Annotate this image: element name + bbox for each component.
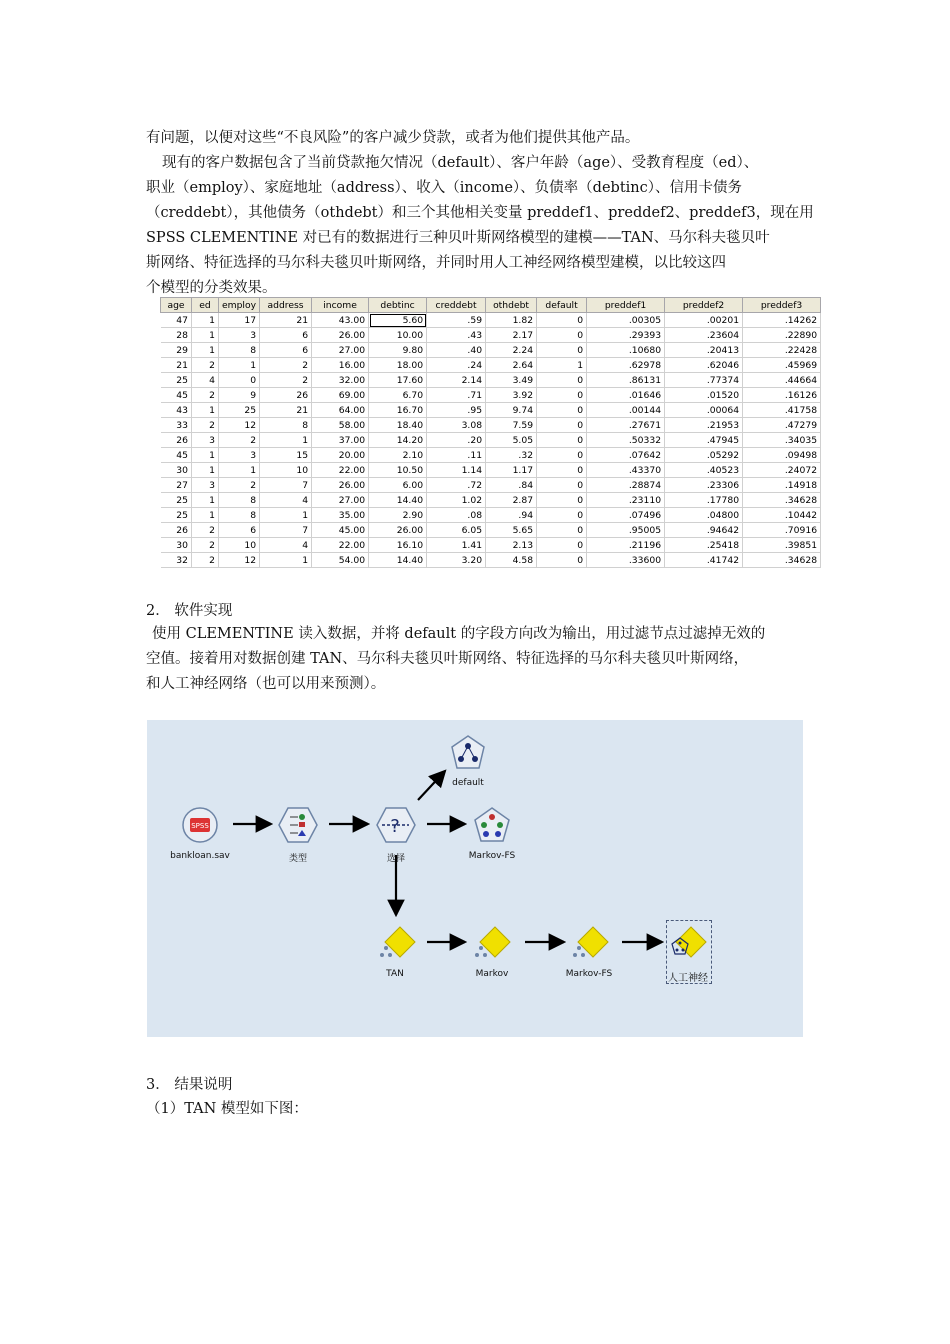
table-cell[interactable]: .09498 bbox=[743, 448, 821, 463]
model-nugget-icon bbox=[378, 924, 418, 962]
table-cell[interactable]: .33600 bbox=[587, 553, 665, 568]
section3-line-1: （1）TAN 模型如下图： bbox=[146, 1101, 308, 1117]
table-cell[interactable]: 1.02 bbox=[427, 493, 486, 508]
table-cell[interactable]: 2.90 bbox=[369, 508, 427, 523]
table-cell[interactable]: 54.00 bbox=[312, 553, 369, 568]
table-cell[interactable]: .71 bbox=[427, 388, 486, 403]
table-cell[interactable]: 8 bbox=[219, 493, 260, 508]
table-row bbox=[161, 553, 821, 568]
table-cell[interactable]: 0 bbox=[537, 463, 587, 478]
table-cell[interactable]: 2 bbox=[260, 358, 312, 373]
model-nugget-icon bbox=[473, 924, 513, 962]
table-row bbox=[161, 523, 821, 538]
table-cell[interactable]: 3 bbox=[219, 448, 260, 463]
table-cell[interactable]: 28 bbox=[161, 328, 192, 343]
table-cell[interactable]: .16126 bbox=[743, 388, 821, 403]
table-cell[interactable]: 18.40 bbox=[369, 418, 427, 433]
table-row bbox=[161, 538, 821, 553]
column-header-preddef2[interactable]: preddef2 bbox=[665, 298, 743, 313]
table-cell[interactable]: 16.70 bbox=[369, 403, 427, 418]
table-row bbox=[161, 478, 821, 493]
table-cell[interactable]: 0 bbox=[537, 508, 587, 523]
table-cell[interactable]: 1.41 bbox=[427, 538, 486, 553]
table-cell[interactable]: 4 bbox=[192, 373, 219, 388]
table-cell[interactable]: .62978 bbox=[587, 358, 665, 373]
table-cell[interactable]: 7 bbox=[260, 478, 312, 493]
table-cell[interactable]: .22890 bbox=[743, 328, 821, 343]
table-cell[interactable]: .08 bbox=[427, 508, 486, 523]
section2-line-3: 和人工神经网络（也可以用来预测）。 bbox=[146, 676, 386, 692]
intro-line-2: 现有的客户数据包含了当前贷款拖欠情况（default）、客户年龄（age）、受教育程度（ed）、 bbox=[162, 155, 759, 171]
tan-nugget-node[interactable] bbox=[378, 924, 418, 966]
table-cell[interactable]: 22.00 bbox=[312, 463, 369, 478]
table-cell[interactable]: .44664 bbox=[743, 373, 821, 388]
table-cell[interactable]: .72 bbox=[427, 478, 486, 493]
spss-file-icon bbox=[181, 806, 219, 844]
table-cell[interactable]: 7 bbox=[260, 523, 312, 538]
table-cell[interactable]: 2.87 bbox=[486, 493, 537, 508]
table-cell[interactable]: 1 bbox=[219, 358, 260, 373]
table-cell[interactable]: .25418 bbox=[665, 538, 743, 553]
table-cell[interactable]: .29393 bbox=[587, 328, 665, 343]
table-cell[interactable]: 16.10 bbox=[369, 538, 427, 553]
table-cell[interactable]: .34628 bbox=[743, 493, 821, 508]
table-cell[interactable]: 21 bbox=[161, 358, 192, 373]
table-cell[interactable]: .07642 bbox=[587, 448, 665, 463]
table-row bbox=[161, 358, 821, 373]
table-cell[interactable]: 0 bbox=[537, 478, 587, 493]
table-cell[interactable]: 5.60 bbox=[369, 313, 427, 328]
table-cell[interactable]: 14.40 bbox=[369, 553, 427, 568]
table-cell[interactable]: .94 bbox=[486, 508, 537, 523]
table-cell[interactable]: .47945 bbox=[665, 433, 743, 448]
table-cell[interactable]: 2.10 bbox=[369, 448, 427, 463]
table-cell[interactable]: .23110 bbox=[587, 493, 665, 508]
table-cell[interactable]: .00144 bbox=[587, 403, 665, 418]
table-cell[interactable]: 69.00 bbox=[312, 388, 369, 403]
table-cell[interactable]: .50332 bbox=[587, 433, 665, 448]
type-node[interactable] bbox=[278, 806, 318, 848]
table-cell[interactable]: 0 bbox=[537, 553, 587, 568]
table-cell[interactable]: 2.64 bbox=[486, 358, 537, 373]
tan-label: TAN bbox=[386, 969, 404, 979]
intro-line-3: 职业（employ）、家庭地址（address）、收入（income）、负债率（debtinc）、信用卡债务 bbox=[146, 180, 742, 196]
table-cell[interactable]: 4 bbox=[260, 538, 312, 553]
model-nugget-icon bbox=[571, 924, 611, 962]
source-node[interactable] bbox=[181, 806, 219, 848]
table-cell[interactable]: 1 bbox=[192, 508, 219, 523]
table-row bbox=[161, 433, 821, 448]
table-cell[interactable]: 26.00 bbox=[312, 328, 369, 343]
column-header-default[interactable]: default bbox=[537, 298, 587, 313]
table-cell[interactable]: 1 bbox=[192, 343, 219, 358]
table-cell[interactable]: 1 bbox=[192, 493, 219, 508]
table-cell[interactable]: .01646 bbox=[587, 388, 665, 403]
table-cell[interactable]: 45 bbox=[161, 388, 192, 403]
table-cell[interactable]: 2 bbox=[192, 388, 219, 403]
default-model-node[interactable] bbox=[449, 734, 487, 776]
table-cell[interactable]: 2 bbox=[260, 373, 312, 388]
table-cell[interactable]: 1 bbox=[219, 463, 260, 478]
table-cell[interactable]: 8 bbox=[219, 343, 260, 358]
clementine-stream-canvas bbox=[147, 720, 803, 1037]
table-cell[interactable]: 22.00 bbox=[312, 538, 369, 553]
table-cell[interactable]: 4 bbox=[260, 493, 312, 508]
table-cell[interactable]: 2 bbox=[192, 418, 219, 433]
table-cell[interactable]: .23604 bbox=[665, 328, 743, 343]
table-header-row bbox=[161, 298, 821, 313]
column-header-income[interactable]: income bbox=[312, 298, 369, 313]
table-cell[interactable]: .04800 bbox=[665, 508, 743, 523]
table-cell[interactable]: .21953 bbox=[665, 418, 743, 433]
table-cell[interactable]: 0 bbox=[219, 373, 260, 388]
table-cell[interactable]: 2 bbox=[192, 523, 219, 538]
table-cell[interactable]: 1 bbox=[192, 313, 219, 328]
table-cell[interactable]: 3 bbox=[219, 328, 260, 343]
table-cell[interactable]: 2 bbox=[192, 553, 219, 568]
table-cell[interactable]: 2.14 bbox=[427, 373, 486, 388]
model-nugget-icon bbox=[669, 924, 709, 962]
column-header-preddef3[interactable]: preddef3 bbox=[743, 298, 821, 313]
table-cell[interactable]: 6.05 bbox=[427, 523, 486, 538]
table-cell[interactable]: 26.00 bbox=[312, 478, 369, 493]
table-cell[interactable]: .40523 bbox=[665, 463, 743, 478]
table-cell[interactable]: 1.14 bbox=[427, 463, 486, 478]
table-cell[interactable]: .95005 bbox=[587, 523, 665, 538]
table-cell[interactable]: 37.00 bbox=[312, 433, 369, 448]
table-cell[interactable]: .47279 bbox=[743, 418, 821, 433]
table-cell[interactable]: 0 bbox=[537, 493, 587, 508]
table-cell[interactable]: .24072 bbox=[743, 463, 821, 478]
column-header-preddef1[interactable]: preddef1 bbox=[587, 298, 665, 313]
section2-heading: 2． 软件实现 bbox=[146, 603, 233, 619]
table-row bbox=[161, 313, 821, 328]
table-cell[interactable]: 33 bbox=[161, 418, 192, 433]
table-cell[interactable]: 9.80 bbox=[369, 343, 427, 358]
table-cell[interactable]: 3.92 bbox=[486, 388, 537, 403]
default-model-label: default bbox=[452, 778, 484, 788]
table-cell[interactable]: 47 bbox=[161, 313, 192, 328]
table-cell[interactable]: 3.49 bbox=[486, 373, 537, 388]
table-cell[interactable]: 2 bbox=[192, 538, 219, 553]
table-cell[interactable]: .34035 bbox=[743, 433, 821, 448]
table-row bbox=[161, 373, 821, 388]
table-cell[interactable]: 6 bbox=[260, 343, 312, 358]
table-row bbox=[161, 508, 821, 523]
table-row bbox=[161, 388, 821, 403]
markov-fs-model-node[interactable] bbox=[472, 806, 512, 848]
section2-line-2: 空值。接着用对数据创建 TAN、马尔科夫毯贝叶斯网络、特征选择的马尔科夫毯贝叶斯网络， bbox=[146, 651, 749, 667]
data-table-screenshot bbox=[160, 297, 824, 571]
svg-text:?: ? bbox=[390, 816, 400, 837]
table-cell[interactable]: 32 bbox=[161, 553, 192, 568]
table-cell[interactable]: 27 bbox=[161, 478, 192, 493]
table-cell[interactable]: 58.00 bbox=[312, 418, 369, 433]
column-header-age[interactable]: age bbox=[161, 298, 192, 313]
table-cell[interactable]: 2 bbox=[192, 358, 219, 373]
table-cell[interactable]: .22428 bbox=[743, 343, 821, 358]
table-cell[interactable]: .95 bbox=[427, 403, 486, 418]
table-cell[interactable]: 0 bbox=[537, 448, 587, 463]
column-header-address[interactable]: address bbox=[260, 298, 312, 313]
table-cell[interactable]: .39851 bbox=[743, 538, 821, 553]
table-cell[interactable]: 16.00 bbox=[312, 358, 369, 373]
markov-fs-top-label: Markov-FS bbox=[468, 851, 516, 861]
column-header-othdebt[interactable]: othdebt bbox=[486, 298, 537, 313]
table-cell[interactable]: .34628 bbox=[743, 553, 821, 568]
table-cell[interactable]: 12 bbox=[219, 418, 260, 433]
table-cell[interactable]: .27671 bbox=[587, 418, 665, 433]
table-cell[interactable]: 1 bbox=[260, 433, 312, 448]
table-cell[interactable]: 8 bbox=[260, 418, 312, 433]
table-cell[interactable]: .01520 bbox=[665, 388, 743, 403]
table-cell[interactable]: 0 bbox=[537, 403, 587, 418]
table-cell[interactable]: 10.50 bbox=[369, 463, 427, 478]
table-cell[interactable]: 0 bbox=[537, 328, 587, 343]
table-cell[interactable]: 9 bbox=[219, 388, 260, 403]
column-header-ed[interactable]: ed bbox=[192, 298, 219, 313]
intro-line-5: SPSS CLEMENTINE 对已有的数据进行三种贝叶斯网络模型的建模——TAN、马尔科夫毯贝叶 bbox=[146, 230, 770, 246]
neural-net-icon bbox=[449, 734, 487, 772]
table-cell[interactable]: 20.00 bbox=[312, 448, 369, 463]
table-cell[interactable]: .40 bbox=[427, 343, 486, 358]
column-header-debtinc[interactable]: debtinc bbox=[369, 298, 427, 313]
table-cell[interactable]: 2 bbox=[219, 478, 260, 493]
table-cell[interactable]: .41758 bbox=[743, 403, 821, 418]
intro-line-1: 有问题，以便对这些“不良风险”的客户减少贷款，或者为他们提供其他产品。 bbox=[146, 130, 640, 146]
table-cell[interactable]: 2.13 bbox=[486, 538, 537, 553]
table-row bbox=[161, 463, 821, 478]
table-cell[interactable]: 2 bbox=[219, 433, 260, 448]
table-cell[interactable]: 12 bbox=[219, 553, 260, 568]
table-cell[interactable]: 6 bbox=[260, 328, 312, 343]
table-cell[interactable]: .10442 bbox=[743, 508, 821, 523]
table-cell[interactable]: 15 bbox=[260, 448, 312, 463]
markov-label: Markov bbox=[475, 969, 509, 979]
table-cell[interactable]: 17 bbox=[219, 313, 260, 328]
table-body bbox=[161, 313, 821, 568]
table-cell[interactable]: 6.70 bbox=[369, 388, 427, 403]
table-cell[interactable]: 9.74 bbox=[486, 403, 537, 418]
svg-text:SPSS: SPSS bbox=[191, 822, 209, 830]
table-cell[interactable]: 1 bbox=[192, 328, 219, 343]
table-cell[interactable]: 0 bbox=[537, 343, 587, 358]
table-cell[interactable]: .28874 bbox=[587, 478, 665, 493]
table-cell[interactable]: 17.60 bbox=[369, 373, 427, 388]
table-cell[interactable]: .84 bbox=[486, 478, 537, 493]
table-cell[interactable]: 35.00 bbox=[312, 508, 369, 523]
table-cell[interactable]: 1 bbox=[537, 358, 587, 373]
table-row bbox=[161, 493, 821, 508]
table-cell[interactable]: 26 bbox=[161, 523, 192, 538]
table-cell[interactable]: 1 bbox=[260, 508, 312, 523]
table-cell[interactable]: .14262 bbox=[743, 313, 821, 328]
table-cell[interactable]: 21 bbox=[260, 403, 312, 418]
table-cell[interactable]: 29 bbox=[161, 343, 192, 358]
table-cell[interactable]: .41742 bbox=[665, 553, 743, 568]
section2-paragraph bbox=[146, 622, 810, 697]
table-cell[interactable]: 1 bbox=[260, 553, 312, 568]
table-cell[interactable]: 43 bbox=[161, 403, 192, 418]
table-cell[interactable]: 45.00 bbox=[312, 523, 369, 538]
table-cell[interactable]: 0 bbox=[537, 433, 587, 448]
table-cell[interactable]: 1 bbox=[192, 463, 219, 478]
table-cell[interactable]: .62046 bbox=[665, 358, 743, 373]
table-cell[interactable]: 26.00 bbox=[369, 523, 427, 538]
table-cell[interactable]: 1 bbox=[192, 403, 219, 418]
data-table bbox=[160, 297, 821, 568]
table-cell[interactable]: 27.00 bbox=[312, 343, 369, 358]
table-cell[interactable]: 1.17 bbox=[486, 463, 537, 478]
table-cell[interactable]: 25 bbox=[161, 373, 192, 388]
markov-nugget-node[interactable] bbox=[473, 924, 513, 966]
table-cell[interactable]: .00064 bbox=[665, 403, 743, 418]
table-cell[interactable]: .43 bbox=[427, 328, 486, 343]
table-cell[interactable]: 45 bbox=[161, 448, 192, 463]
table-cell[interactable]: 0 bbox=[537, 373, 587, 388]
table-cell[interactable]: 3.20 bbox=[427, 553, 486, 568]
source-node-label: bankloan.sav bbox=[170, 851, 230, 861]
table-cell[interactable]: 30 bbox=[161, 538, 192, 553]
table-cell[interactable]: 0 bbox=[537, 523, 587, 538]
table-cell[interactable]: 30 bbox=[161, 463, 192, 478]
table-cell[interactable]: .70916 bbox=[743, 523, 821, 538]
table-cell[interactable]: 6.00 bbox=[369, 478, 427, 493]
table-row bbox=[161, 343, 821, 358]
table-cell[interactable]: .17780 bbox=[665, 493, 743, 508]
column-header-employ[interactable]: employ bbox=[219, 298, 260, 313]
table-cell[interactable]: 14.40 bbox=[369, 493, 427, 508]
table-cell[interactable]: .43370 bbox=[587, 463, 665, 478]
table-cell[interactable]: 8 bbox=[219, 508, 260, 523]
table-row bbox=[161, 403, 821, 418]
table-cell[interactable]: 2.17 bbox=[486, 328, 537, 343]
section3-heading: 3． 结果说明 bbox=[146, 1077, 233, 1093]
table-cell[interactable]: 10.00 bbox=[369, 328, 427, 343]
markov-fs-nugget-node[interactable] bbox=[571, 924, 611, 966]
table-cell[interactable]: .77374 bbox=[665, 373, 743, 388]
bayes-net-icon bbox=[472, 806, 512, 844]
table-cell[interactable]: .05292 bbox=[665, 448, 743, 463]
table-cell[interactable]: 10 bbox=[260, 463, 312, 478]
table-cell[interactable]: 0 bbox=[537, 388, 587, 403]
table-cell[interactable]: 2.24 bbox=[486, 343, 537, 358]
table-cell[interactable]: 7.59 bbox=[486, 418, 537, 433]
table-cell[interactable]: 5.05 bbox=[486, 433, 537, 448]
table-cell[interactable]: 10 bbox=[219, 538, 260, 553]
table-cell[interactable]: 18.00 bbox=[369, 358, 427, 373]
table-cell[interactable]: 32.00 bbox=[312, 373, 369, 388]
table-cell[interactable]: 3.08 bbox=[427, 418, 486, 433]
intro-line-7: 个模型的分类效果。 bbox=[146, 280, 277, 296]
markov-fs-bottom-label: Markov-FS bbox=[565, 969, 613, 979]
table-cell[interactable]: .14918 bbox=[743, 478, 821, 493]
type-icon bbox=[278, 806, 318, 844]
table-cell[interactable]: 25 bbox=[161, 508, 192, 523]
table-cell[interactable]: 0 bbox=[537, 418, 587, 433]
table-cell[interactable]: 3 bbox=[192, 433, 219, 448]
table-cell[interactable]: 5.65 bbox=[486, 523, 537, 538]
table-cell[interactable]: .00305 bbox=[587, 313, 665, 328]
table-cell[interactable]: 21 bbox=[260, 313, 312, 328]
table-cell[interactable]: .86131 bbox=[587, 373, 665, 388]
table-cell[interactable]: 0 bbox=[537, 313, 587, 328]
table-cell[interactable]: 1.82 bbox=[486, 313, 537, 328]
table-cell[interactable]: 26 bbox=[161, 433, 192, 448]
table-cell[interactable]: 14.20 bbox=[369, 433, 427, 448]
table-cell[interactable]: 64.00 bbox=[312, 403, 369, 418]
table-cell[interactable]: .94642 bbox=[665, 523, 743, 538]
table-cell[interactable]: 3 bbox=[192, 478, 219, 493]
select-icon bbox=[376, 806, 416, 844]
table-cell[interactable]: 0 bbox=[537, 538, 587, 553]
column-header-creddebt[interactable]: creddebt bbox=[427, 298, 486, 313]
table-cell[interactable]: 26 bbox=[260, 388, 312, 403]
table-cell[interactable]: .24 bbox=[427, 358, 486, 373]
table-cell[interactable]: 25 bbox=[219, 403, 260, 418]
table-cell[interactable]: .23306 bbox=[665, 478, 743, 493]
table-row bbox=[161, 418, 821, 433]
table-cell[interactable]: 6 bbox=[219, 523, 260, 538]
table-cell[interactable]: 25 bbox=[161, 493, 192, 508]
table-cell[interactable]: .07496 bbox=[587, 508, 665, 523]
table-cell[interactable]: .20413 bbox=[665, 343, 743, 358]
table-cell[interactable]: .20 bbox=[427, 433, 486, 448]
table-cell[interactable]: .21196 bbox=[587, 538, 665, 553]
table-cell[interactable]: 1 bbox=[192, 448, 219, 463]
section2-line-1: 使用 CLEMENTINE 读入数据，并将 default 的字段方向改为输出，用过滤节点过滤掉无效的 bbox=[152, 626, 766, 642]
table-cell[interactable]: .11 bbox=[427, 448, 486, 463]
table-cell[interactable]: 27.00 bbox=[312, 493, 369, 508]
select-node[interactable] bbox=[376, 806, 416, 848]
table-cell[interactable]: .59 bbox=[427, 313, 486, 328]
intro-line-6: 斯网络、特征选择的马尔科夫毯贝叶斯网络，并同时用人工神经网络模型建模，以比较这四 bbox=[146, 255, 726, 271]
select-node-label: 选择 bbox=[386, 854, 405, 864]
table-cell[interactable]: 43.00 bbox=[312, 313, 369, 328]
ann-label: 人工神经 bbox=[668, 973, 708, 984]
table-row bbox=[161, 328, 821, 343]
table-cell[interactable]: .00201 bbox=[665, 313, 743, 328]
table-cell[interactable]: .32 bbox=[486, 448, 537, 463]
intro-paragraph bbox=[146, 126, 814, 301]
table-cell[interactable]: .45969 bbox=[743, 358, 821, 373]
table-cell[interactable]: .10680 bbox=[587, 343, 665, 358]
table-row bbox=[161, 448, 821, 463]
intro-line-4: （creddebt），其他债务（othdebt）和三个其他相关变量 preddef1、preddef2、preddef3，现在用 bbox=[146, 205, 814, 221]
type-node-label: 类型 bbox=[288, 854, 307, 864]
table-cell[interactable]: 4.58 bbox=[486, 553, 537, 568]
